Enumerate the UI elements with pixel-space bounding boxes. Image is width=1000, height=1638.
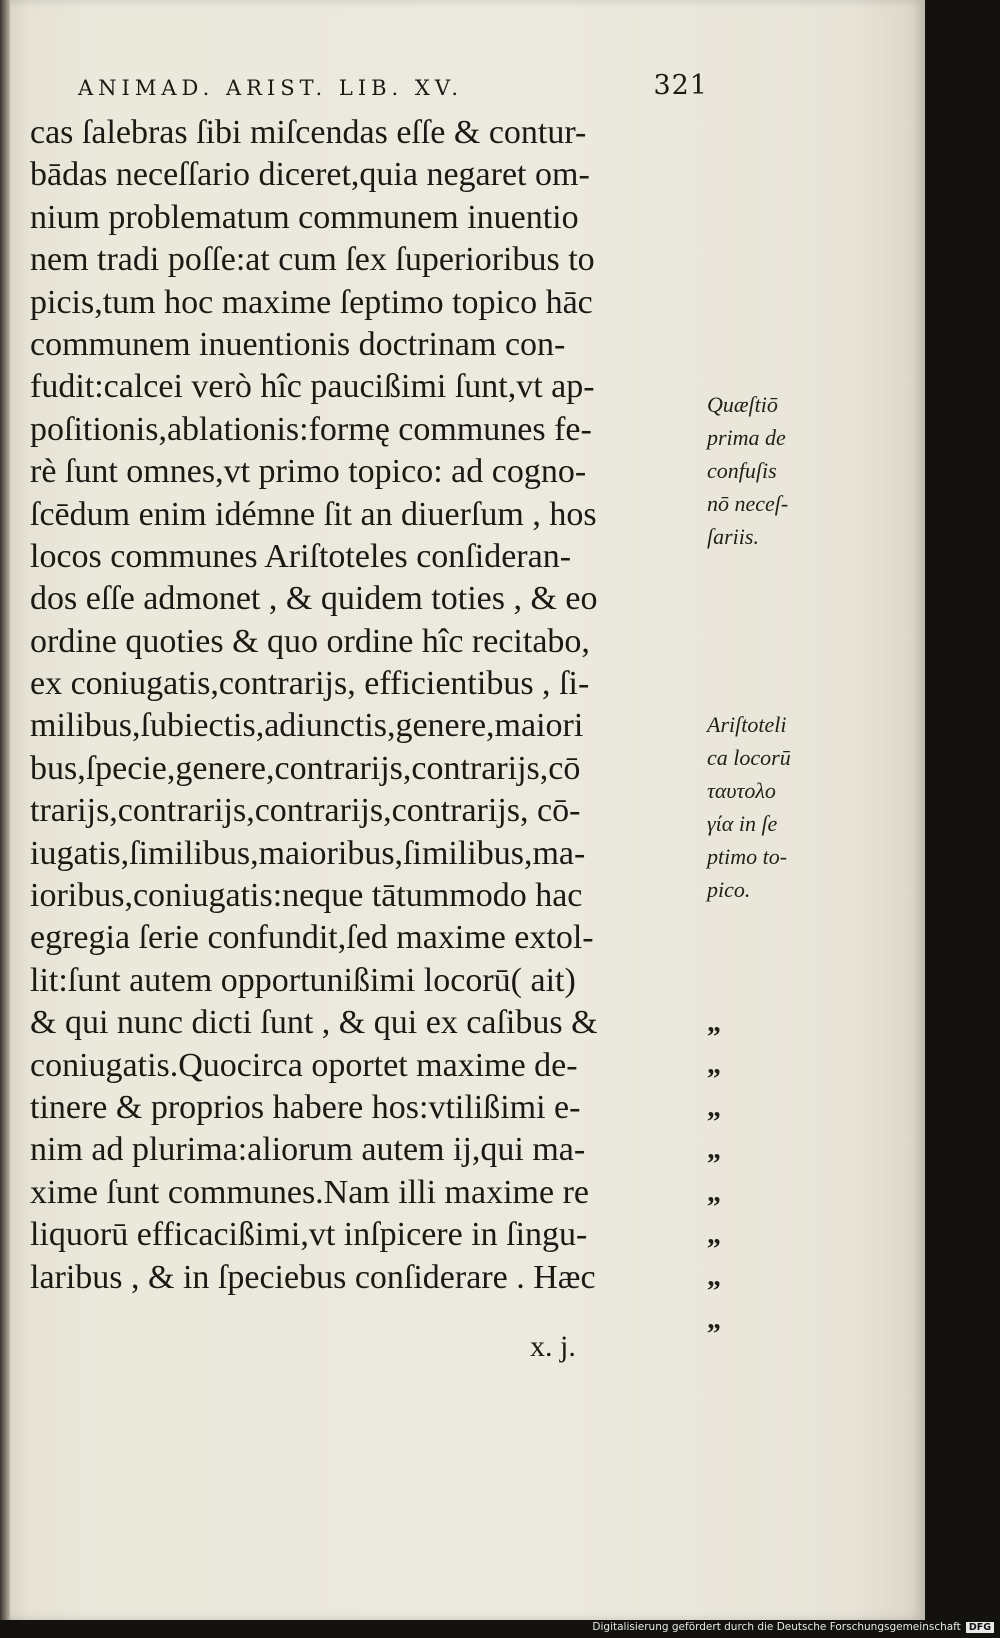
text-line: dos eſſe admonet , & quidem toties , & eo (30, 580, 598, 618)
marginal-line: pico. (707, 877, 751, 902)
text-line: egregia ſerie confundit,ſed maxime extol- (30, 919, 594, 957)
text-line: coniugatis.Quocirca oportet maxime de- (30, 1046, 578, 1084)
marginal-line: nō neceſ- (707, 491, 789, 516)
text-line: locos communes Ariſtoteles conſideran- (30, 537, 572, 575)
text-line: liquorū efficacißimi,vt inſpicere in ſingu- (30, 1216, 588, 1254)
text-line: xime ſunt communes.Nam illi maxime re (30, 1173, 589, 1211)
text-line: cas ſalebras ſibi miſcendas eſſe & contur- (30, 114, 587, 151)
main-text-block (30, 112, 598, 1299)
binding-shadow (0, 0, 10, 1620)
text-line: communem inuentionis doctrinam con- (30, 325, 566, 363)
text-line: fudit:calcei verò hîc paucißimi ſunt,vt ap- (30, 368, 595, 406)
quote-mark: „ (707, 1176, 721, 1208)
quote-mark: „ (707, 1303, 721, 1335)
text-line: ordine quoties & quo ordine hîc recitabo, (30, 622, 590, 660)
text-line: ſcēdum enim idémne ſit an diuerſum , hos (30, 495, 597, 533)
footer-text: Digitalisierung gefördert durch die Deutsche Forschungsgemeinschaft (592, 1621, 961, 1633)
text-line: ex coniugatis,contrarijs, efficientibus , ſi- (30, 665, 590, 703)
text-line: lit:ſunt autem opportunißimi locorū( ait) (30, 961, 576, 999)
text-line: nim ad plurima:aliorum autem ij,qui ma- (30, 1131, 586, 1169)
digitization-footer (592, 1618, 994, 1636)
text-line: poſitionis,ablationis:formę communes fe- (30, 410, 592, 448)
text-line: trarijs,contrarijs,contrarijs,contrarijs, cō- (30, 792, 581, 830)
page-number: 321 (653, 70, 708, 101)
marginal-line: ca locorū (707, 745, 791, 770)
text-line: tinere & proprios habere hos:vtilißimi e- (30, 1088, 581, 1126)
quotation-marks-column (707, 1002, 721, 1341)
quote-mark: „ (707, 1261, 721, 1293)
quote-mark: „ (707, 1219, 721, 1251)
text-line: picis,tum hoc maxime ſeptimo topico hāc (30, 283, 593, 321)
text-line: ioribus,coniugatis:neque tātummodo hac (30, 877, 583, 915)
text-line: milibus,ſubiectis,adiunctis,genere,maiori (30, 707, 584, 745)
text-line: rè ſunt omnes,vt primo topico: ad cogno- (30, 453, 587, 491)
text-line: nium problematum communem inuentio (30, 198, 579, 236)
marginal-line: γία in ſe (707, 811, 778, 836)
text-line: bus,ſpecie,genere,contrarijs,contrarijs,cō (30, 749, 581, 787)
marginal-line: prima de (707, 425, 786, 450)
text-line: & qui nunc dicti ſunt , & qui ex caſibus & (30, 1004, 598, 1042)
marginal-line: Quæſtiō (707, 392, 778, 417)
marginal-line: Ariſtoteli (707, 712, 787, 737)
signature-mark: x. j. (530, 1330, 576, 1363)
marginal-line: ptimo to- (707, 844, 788, 869)
running-title: ANIMAD. ARIST. LIB. XV. (78, 76, 464, 100)
quote-mark: „ (707, 1049, 721, 1081)
dfg-logo: DFG (966, 1622, 994, 1633)
running-header (78, 70, 708, 110)
text-line: iugatis,ſimilibus,maioribus,ſimilibus,ma- (30, 834, 586, 872)
marginal-note-tautologia (707, 708, 791, 906)
quote-mark: „ (707, 1091, 721, 1123)
marginal-line: confuſis (707, 458, 777, 483)
marginal-note-questio (707, 388, 788, 553)
quote-mark: „ (707, 1007, 721, 1038)
text-line: bādas neceſſario diceret,quia negaret om- (30, 156, 590, 194)
marginal-line: ſariis. (707, 524, 759, 549)
text-line: nem tradi poſſe:at cum ſex ſuperioribus to (30, 241, 595, 279)
text-line: laribus , & in ſpeciebus conſiderare . Hæc (30, 1258, 596, 1296)
quote-mark: „ (707, 1134, 721, 1166)
marginal-line: ταυτολο (707, 778, 776, 803)
